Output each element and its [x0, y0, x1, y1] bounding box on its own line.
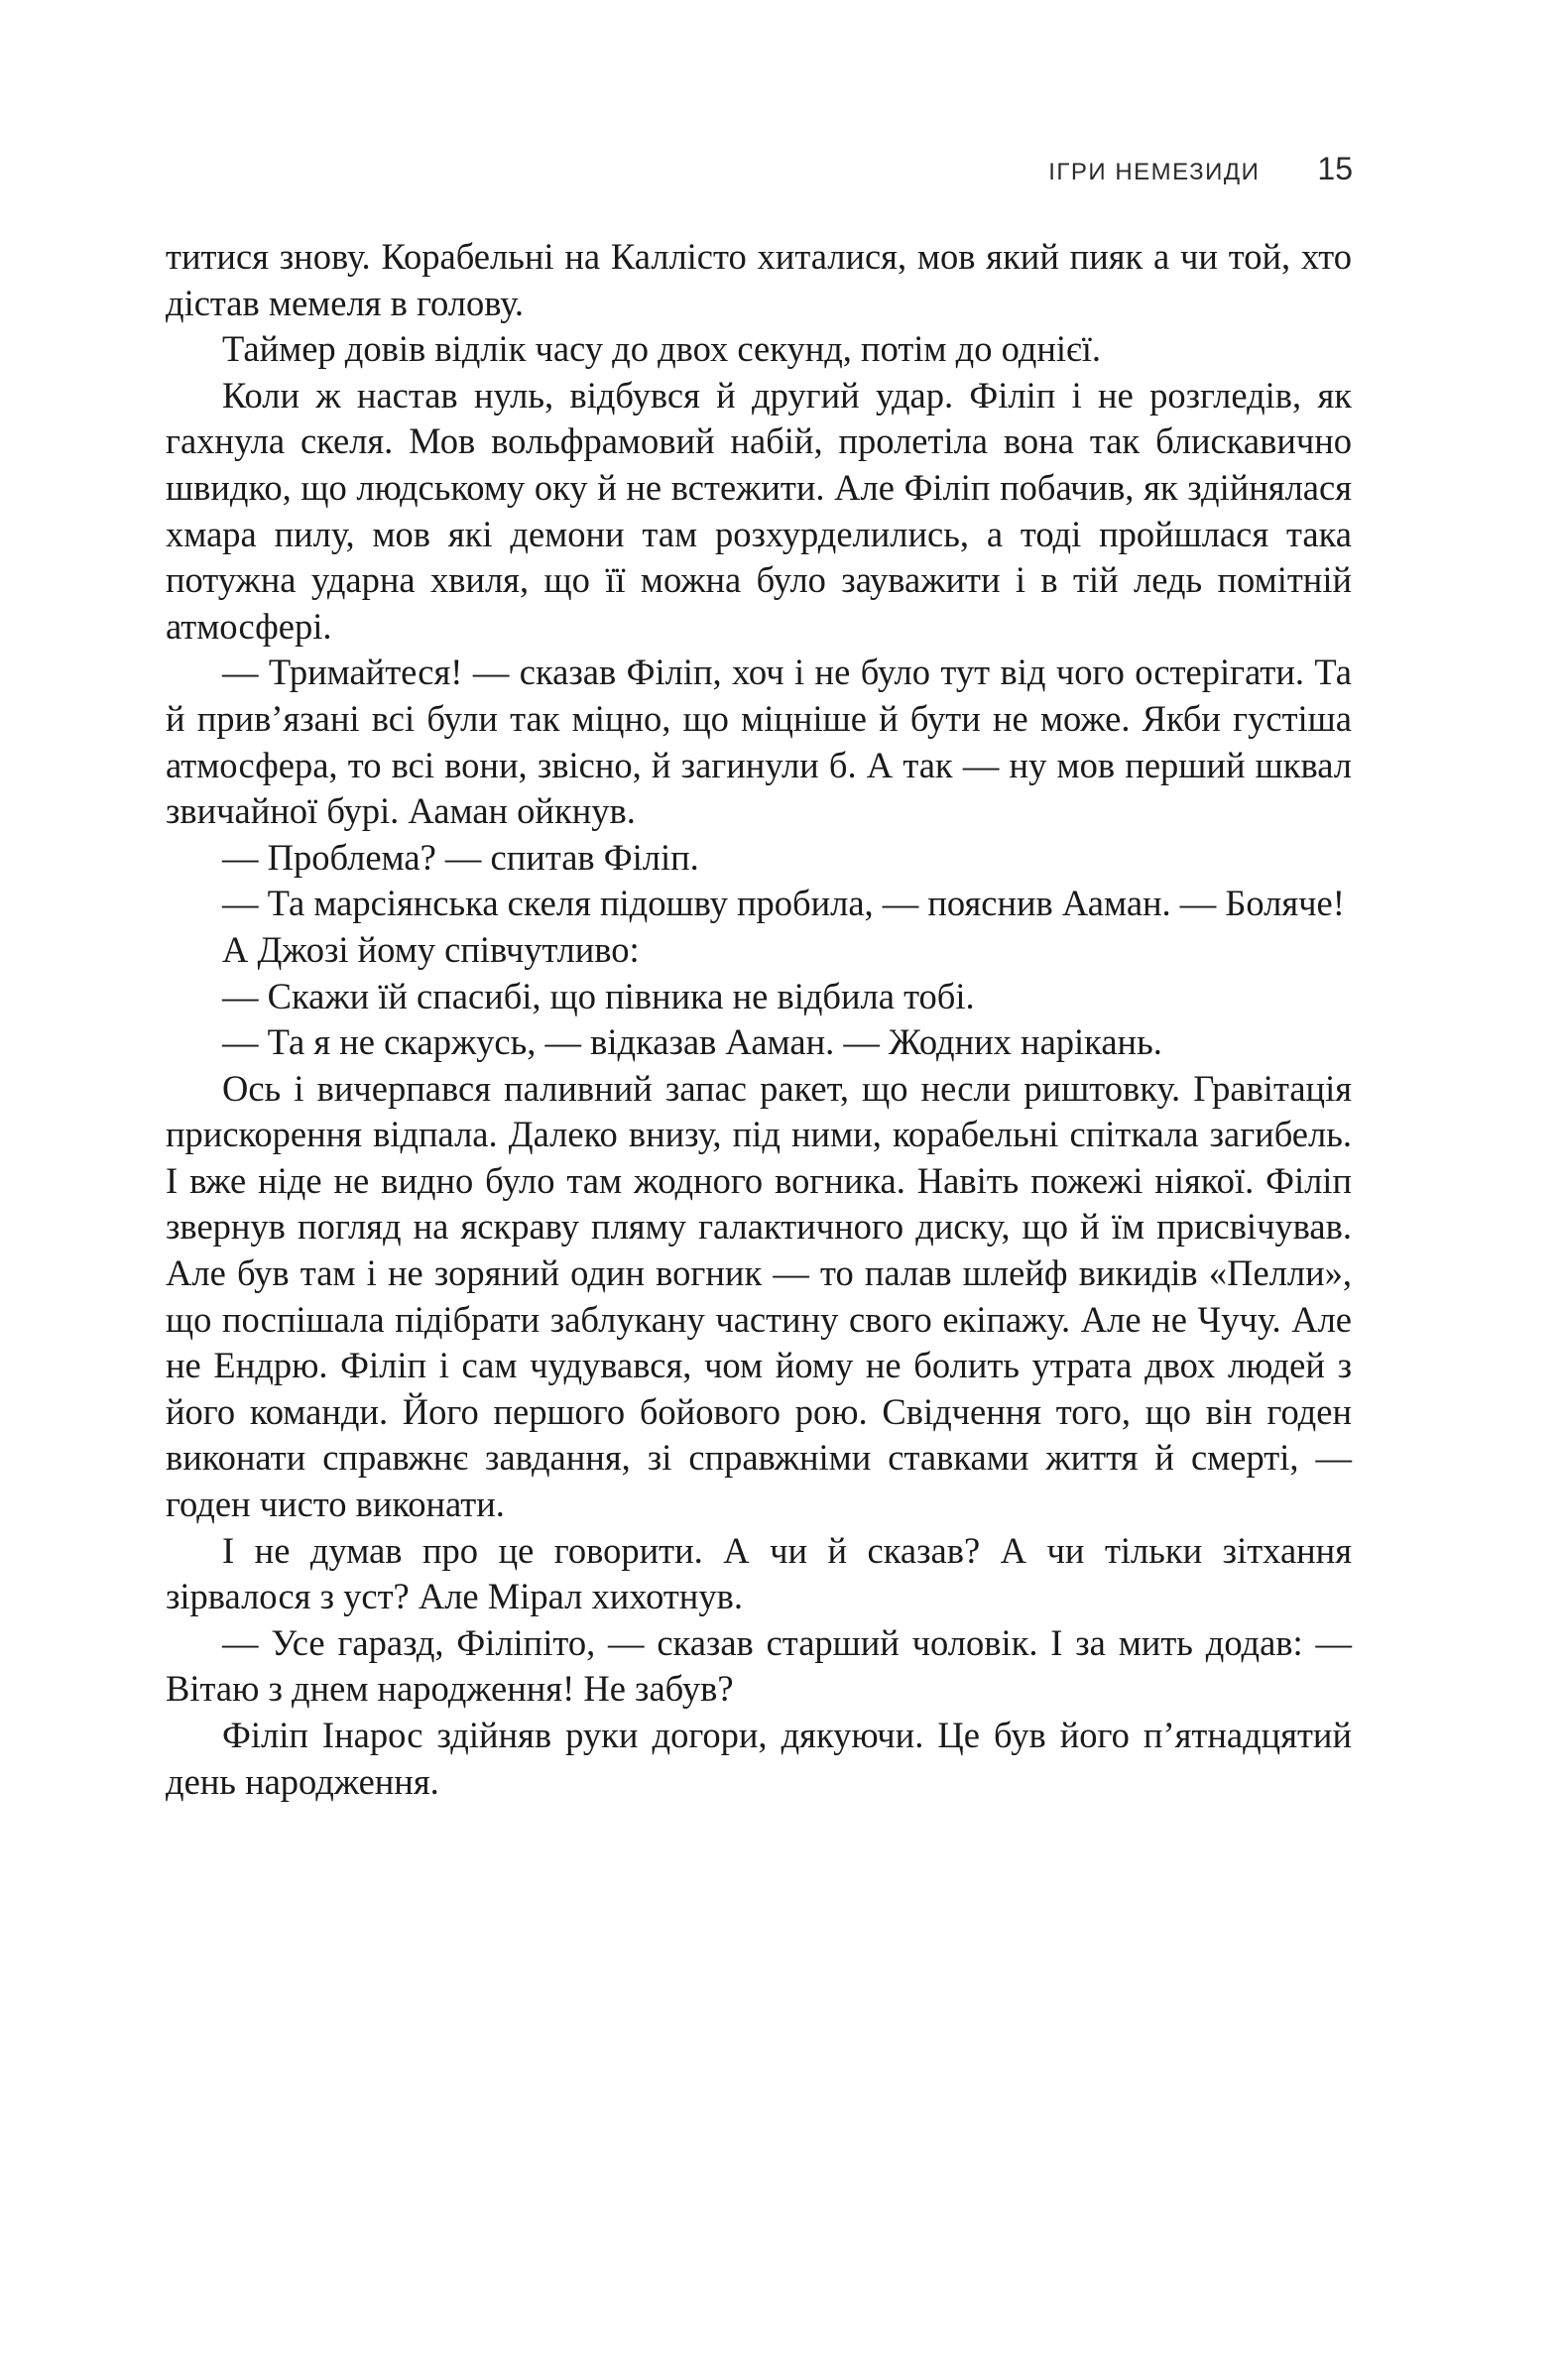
paragraph: А Джозі йому співчутливо:: [222, 928, 640, 970]
paragraph: — Проблема? — спитав Філіп.: [222, 836, 699, 878]
paragraph: — Усе гаразд, Філіпіто, — сказав старший чоловік. І за мить додав: — Вітаю з днем народження! Не забув?: [166, 1621, 1352, 1710]
body-text: [166, 234, 1352, 1805]
paragraph: — Тримайтеся! — сказав Філіп, хоч і не було тут від чого остерігати. Та й прив’язані всі були так міцно, що міцніше й бути не може. Якби густіша атмосфера, то всі вони, звісно, й загинули б. А так — ну мов перший шквал звичайної бурі. Ааман ойкнув.: [166, 652, 1352, 832]
paragraph: Ось і вичерпався паливний запас ракет, що несли риштовку. Гравітація прискорення відпала. Далеко внизу, під ними, корабельні спіткала загибель. І вже ніде не видно було там жодного вогника. Навіть пожежі ніякої. Філіп звернув погляд на яскраву пляму галактичного диску, що й їм присвічував. Але був там і не зоряний один вогник — то палав шлейф викидів «Пелли», що поспішала підібрати заблукану частину свого екіпажу. Але не Чучу. Але не Ендрю. Філіп і сам чудувався, чом йому не болить утрата двох людей з його команди. Його першого бойового рою. Свідчення того, що він годен виконати справжнє завдання, зі справжніми ставками життя й смерті, — годен чисто виконати.: [166, 1067, 1352, 1525]
paragraph: Таймер довів відлік часу до двох секунд, потім до однієї.: [222, 328, 1101, 370]
paragraph: — Та марсіянська скеля підошву пробила, — пояснив Ааман. — Боляче!: [222, 883, 1345, 924]
paragraph: титися знову. Корабельні на Каллісто хиталися, мов який пияк а чи той, хто дістав мемеля в голову.: [166, 236, 1352, 323]
paragraph: Коли ж настав нуль, відбувся й другий удар. Філіп і не розгледів, як гахнула скеля. Мов вольфрамовий набій, пролетіла вона так блискавично швидко, що людському оку й не встежити. Але Філіп побачив, як здійнялася хмара пилу, мов які демони там розхурделились, а тоді пройшлася така потужна ударна хвиля, що її можна було зауважити і в тій ледь помітній атмосфері.: [166, 374, 1352, 647]
running-title: ІГРИ НЕМЕЗИДИ: [1048, 159, 1261, 185]
page-number: 15: [1317, 151, 1353, 186]
paragraph: Філіп Інарос здійняв руки догори, дякуючи. Це був його п’ятнадцятий день народження.: [166, 1715, 1352, 1802]
running-header: [1048, 151, 1353, 187]
paragraph: — Та я не скаржусь, — відказав Ааман. — Жодних нарікань.: [222, 1021, 1162, 1063]
paragraph: — Скажи їй спасибі, що півника не відбила тобі.: [222, 975, 975, 1016]
paragraph: І не думав про це говорити. А чи й сказав? А чи тільки зітхання зірвалося з уст? Але Мірал хихотнув.: [166, 1529, 1352, 1617]
